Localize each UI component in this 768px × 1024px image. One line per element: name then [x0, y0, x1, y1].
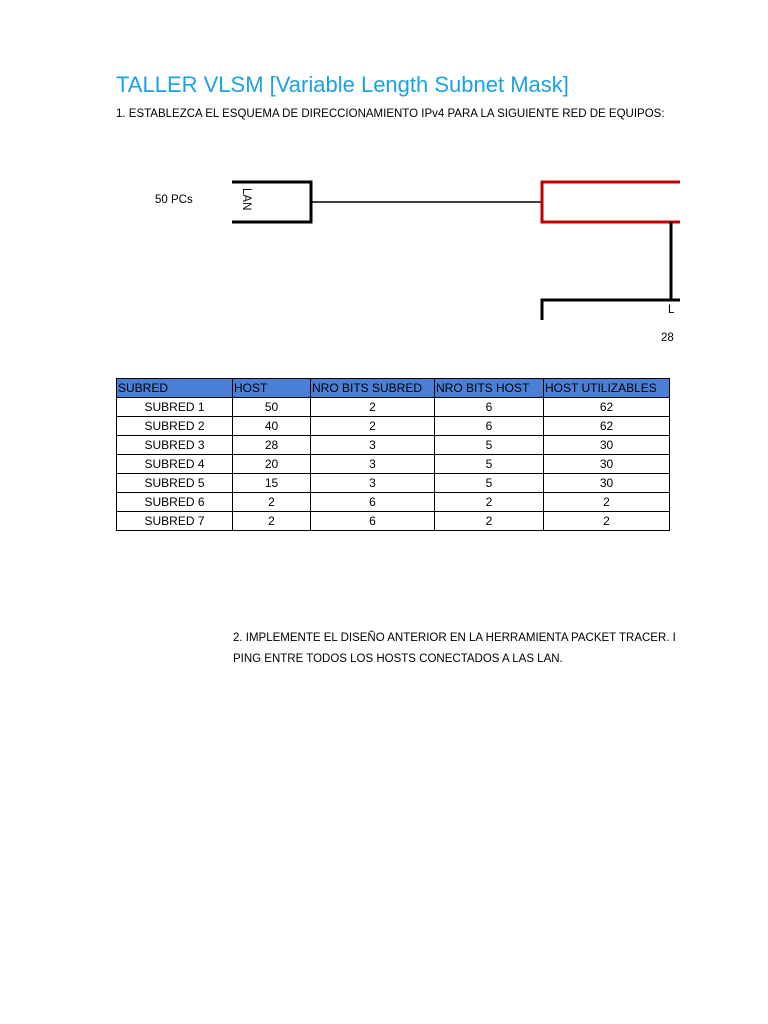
subnet-table — [116, 378, 670, 531]
table-cell: 62 — [544, 398, 670, 417]
instruction-1: 1. ESTABLEZCA EL ESQUEMA DE DIRECCIONAMIENTO IPv4 PARA LA SIGUIENTE RED DE EQUIPOS: — [116, 108, 665, 120]
table-cell: 5 — [435, 474, 544, 493]
table-cell: SUBRED 6 — [117, 493, 233, 512]
table-cell: SUBRED 2 — [117, 417, 233, 436]
table-row — [117, 512, 670, 531]
second-lan-bracket — [542, 300, 680, 320]
table-cell: 5 — [435, 455, 544, 474]
table-cell: 6 — [435, 417, 544, 436]
lan-label: LAN — [240, 188, 252, 211]
table-cell: SUBRED 5 — [117, 474, 233, 493]
network-diagram — [0, 0, 768, 360]
table-cell: 6 — [311, 493, 435, 512]
table-row — [117, 398, 670, 417]
instruction-2-line-2: PING ENTRE TODOS LOS HOSTS CONECTADOS A LAS LAN. — [233, 653, 563, 665]
table-cell: 2 — [233, 512, 311, 531]
table-cell: 6 — [435, 398, 544, 417]
table-header-row — [117, 379, 670, 398]
table-cell: 2 — [311, 398, 435, 417]
table-header-cell: NRO BITS HOST — [435, 379, 544, 398]
table-cell: 6 — [311, 512, 435, 531]
table-cell: 2 — [544, 512, 670, 531]
table-row — [117, 455, 670, 474]
table-header-cell: HOST — [233, 379, 311, 398]
table-cell: 3 — [311, 474, 435, 493]
page-title: TALLER VLSM [Variable Length Subnet Mask] — [116, 72, 569, 97]
table-cell: 62 — [544, 417, 670, 436]
table-cell: 5 — [435, 436, 544, 455]
partial-lan-label: L — [668, 304, 675, 316]
table-cell: SUBRED 3 — [117, 436, 233, 455]
table-cell: 2 — [233, 493, 311, 512]
table-cell: SUBRED 7 — [117, 512, 233, 531]
table-row — [117, 417, 670, 436]
table-cell: 2 — [435, 512, 544, 531]
network-diagram-svg — [0, 0, 768, 360]
table-cell: 20 — [233, 455, 311, 474]
table-cell: 28 — [233, 436, 311, 455]
pc-count-label: 50 PCs — [155, 194, 193, 206]
table-cell: 30 — [544, 474, 670, 493]
table-body — [117, 398, 670, 531]
table-header-cell: HOST UTILIZABLES — [544, 379, 670, 398]
table-header-cell: NRO BITS SUBRED — [311, 379, 435, 398]
table-cell: SUBRED 4 — [117, 455, 233, 474]
table-cell: 2 — [544, 493, 670, 512]
instruction-2-line-1: 2. IMPLEMENTE EL DISEÑO ANTERIOR EN LA HERRAMIENTA PACKET TRACER. I — [233, 632, 676, 644]
table-cell: 2 — [311, 417, 435, 436]
table-row — [117, 436, 670, 455]
table-cell: 30 — [544, 455, 670, 474]
table-cell: 3 — [311, 436, 435, 455]
table-cell: 3 — [311, 455, 435, 474]
table-cell: 2 — [435, 493, 544, 512]
table-cell: 30 — [544, 436, 670, 455]
table-cell: 50 — [233, 398, 311, 417]
table-row — [117, 493, 670, 512]
table-header-cell: SUBRED — [117, 379, 233, 398]
partial-pc-count-label: 28 — [661, 332, 674, 344]
table-cell: 15 — [233, 474, 311, 493]
router-bracket — [542, 182, 680, 222]
table-cell: SUBRED 1 — [117, 398, 233, 417]
table-cell: 40 — [233, 417, 311, 436]
table-row — [117, 474, 670, 493]
